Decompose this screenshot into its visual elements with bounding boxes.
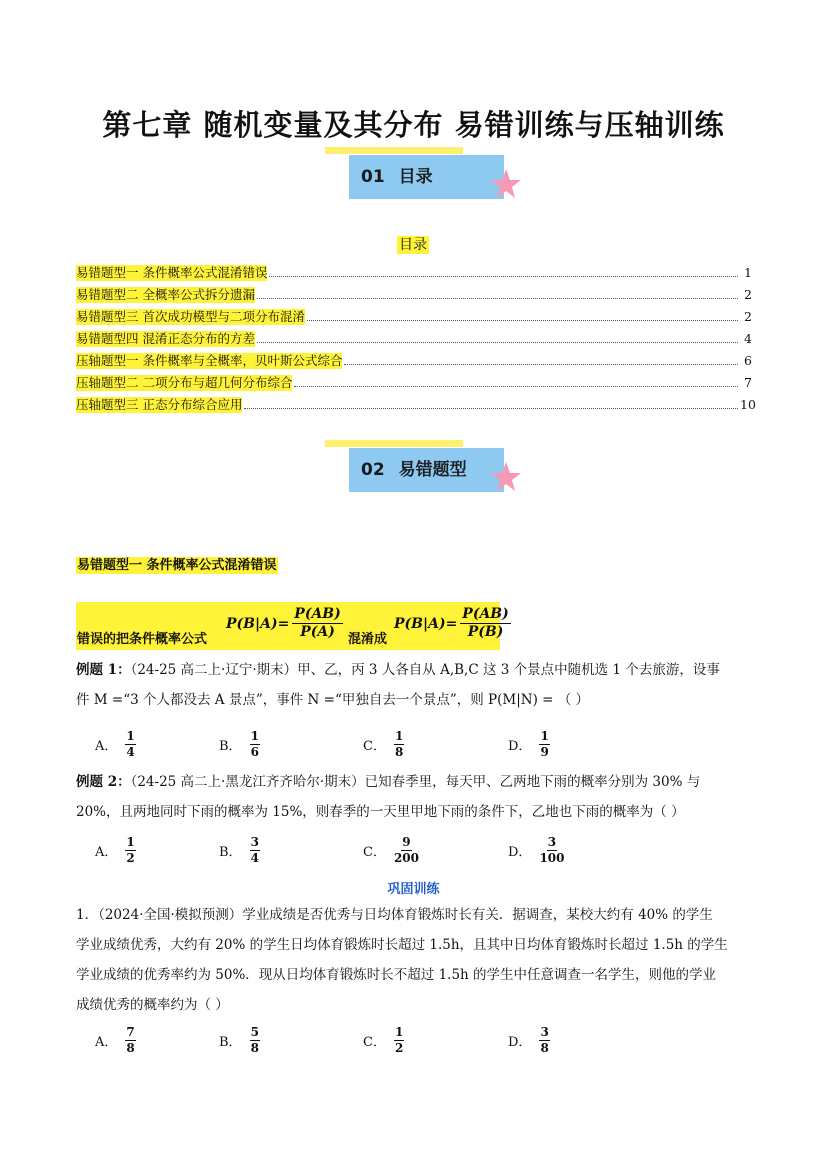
section-heading: 易错题型一 条件概率公式混淆错误 xyxy=(77,558,277,573)
error-note-text: 错误的把条件概率公式 xyxy=(77,632,208,647)
toc-item-label: 易错题型三 首次成功模型与二项分布混淆 xyxy=(76,309,305,324)
banner-label: 目录 xyxy=(398,167,433,187)
choice-b[interactable]: B． 1 6 xyxy=(219,728,259,759)
toc-item-label: 易错题型一 条件概率公式混淆错误 xyxy=(76,265,268,280)
page-title: 第七章 随机变量及其分布 易错训练与压轴训练 xyxy=(102,108,725,142)
practice-heading: 巩固训练 xyxy=(387,882,440,897)
toc-item-label: 压轴题型二 二项分布与超几何分布综合 xyxy=(76,375,293,390)
error-note-box xyxy=(76,602,509,650)
banner-strip xyxy=(325,440,463,447)
toc-item[interactable] xyxy=(76,369,752,391)
toc-item-page: 2 xyxy=(744,287,752,302)
toc-item[interactable] xyxy=(76,391,756,413)
toc-item-label: 压轴题型三 正态分布综合应用 xyxy=(76,397,243,412)
choice-a[interactable]: A． 1 4 xyxy=(95,728,135,759)
toc-item[interactable] xyxy=(76,259,752,281)
toc-item[interactable] xyxy=(76,325,752,347)
practice-1-text: 1．（2024·全国·模拟预测）学业成绩是否优秀与日均体育锻炼时长有关．据调查，某校大约有 40% 的学生 学业成绩优秀，大约有 20% 的学生日均体育锻炼时长超过 1.5h，且其中日均体育锻炼时长超过 1.5h 的学生 学业成绩的优秀率约为 50%．现从日均体育锻炼时长不超过 1.5h 的学生中任意调查一名学生，则他的学业 成绩优秀的概率约为（ ） xyxy=(76,907,728,1013)
banner-strip xyxy=(325,147,463,154)
star-icon xyxy=(489,460,523,494)
correct-formula: P(B|A)= $\frac{P(AB)}{P(A)}$ xyxy=(226,606,341,640)
practice-1-choices xyxy=(95,1021,655,1059)
toc-item-page: 7 xyxy=(744,375,752,390)
banner-box xyxy=(349,448,504,492)
choice-b[interactable]: B． 3 4 xyxy=(219,834,259,865)
toc-item-page: 2 xyxy=(744,309,752,324)
choice-a[interactable]: A． 1 2 xyxy=(95,834,135,865)
banner-number: 01 xyxy=(361,167,385,187)
toc-item-page: 6 xyxy=(744,353,752,368)
error-note-text: 混淆成 xyxy=(348,632,388,647)
choice-c[interactable]: C． 1 8 xyxy=(363,728,404,759)
choice-d[interactable]: D． 1 9 xyxy=(508,728,549,759)
toc-item-label: 易错题型二 全概率公式拆分遗漏 xyxy=(76,287,255,302)
toc-item-page: 1 xyxy=(744,265,752,280)
example-1-text: 例题 1：（24-25 高二上·辽宁·期末）甲、乙，丙 3 人各自从 A,B,C 这 3 个景点中随机选 1 个去旅游，设事 件 M =“3 个人都没去 A 景点”，事件 N =“甲独自去一个景点”，则 P(M|N) = （ ） xyxy=(76,662,720,708)
choice-b[interactable]: B． 5 8 xyxy=(219,1024,259,1055)
toc-item-page: 4 xyxy=(744,331,752,346)
toc-item-label: 压轴题型一 条件概率与全概率，贝叶斯公式综合 xyxy=(76,353,343,368)
choice-a[interactable]: A． 7 8 xyxy=(95,1024,135,1055)
toc-item-label: 易错题型四 混淆正态分布的方差 xyxy=(76,331,255,346)
banner-box xyxy=(349,155,504,199)
section-banner-error-types xyxy=(325,440,525,500)
wrong-formula: P(B|A)= $\frac{P(AB)}{P(B)}$ xyxy=(394,606,509,640)
choice-d[interactable]: D． 3 8 xyxy=(508,1024,549,1055)
section-banner-contents xyxy=(325,147,525,207)
toc-item[interactable] xyxy=(76,281,752,303)
example-label: 例题 2： xyxy=(76,774,131,790)
toc-item-page: 10 xyxy=(740,397,756,412)
table-of-contents xyxy=(76,259,756,413)
choice-c[interactable]: C． 1 2 xyxy=(363,1024,404,1055)
banner-label: 易错题型 xyxy=(398,460,467,480)
choice-c[interactable]: C． 9 200 xyxy=(363,834,420,865)
example-2-text: 例题 2：（24-25 高二上·黑龙江齐齐哈尔·期末）已知春季里，每天甲、乙两地下雨的概率分别为 30% 与 20%，且两地同时下雨的概率为 15%，则春季的一天里甲地下雨的条件下，乙地也下雨的概率为（ ） xyxy=(76,774,701,820)
example-label: 例题 1： xyxy=(76,662,131,678)
toc-item[interactable] xyxy=(76,347,752,369)
banner-number: 02 xyxy=(361,460,385,480)
example-2-choices xyxy=(95,831,655,869)
toc-item[interactable] xyxy=(76,303,752,325)
choice-d[interactable]: D． 3 100 xyxy=(508,834,565,865)
star-icon xyxy=(489,167,523,201)
toc-heading: 目录 xyxy=(399,237,427,253)
example-1-choices xyxy=(95,725,655,763)
